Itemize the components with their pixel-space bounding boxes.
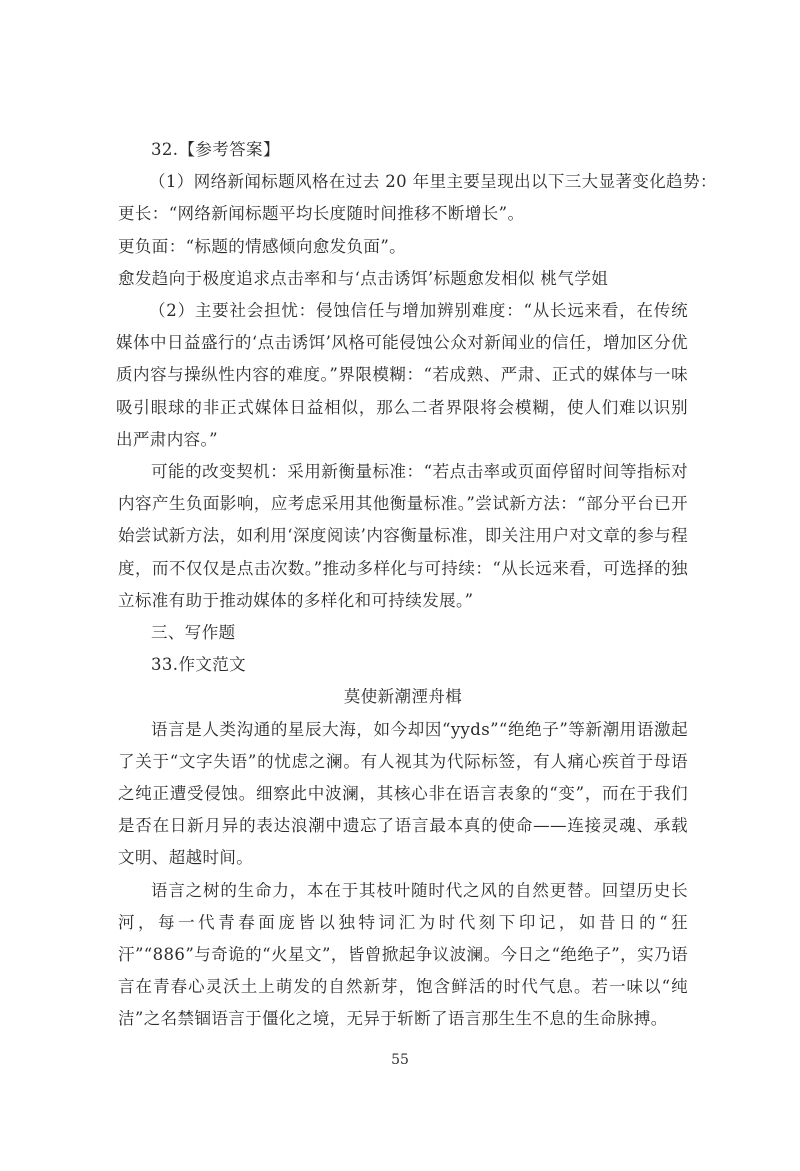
essay-paragraph-2: 语言之树的生命力，本在于其枝叶随时代之风的自然更替。回望历史长河，每一代青春面庞皆以独特词汇为时代刻下印记，如昔日的“狂汗”“886”与奇诡的“火星文”，皆曾掀起争议波澜。今日之“绝绝子”，实乃语言在青春心灵沃土上萌发的自然新芽，饱含鲜活的时代气息。若一味以“纯洁”之名禁锢语言于僵化之境，无异于斩断了语言那生生不息的生命脉搏。 xyxy=(118,880,688,1029)
q32-trend-clickbait: 愈发趋向于极度追求点击率和与‘点击诱饵’标题愈发相似 桃气学姐 xyxy=(118,268,609,288)
q32-trend-longer: 更长：“网络新闻标题平均长度随时间推移不断增长”。 xyxy=(118,204,525,224)
q32-heading: 32.【参考答案】 xyxy=(151,140,280,159)
q32-part2-concerns: （2）主要社会担忧：侵蚀信任与增加辨别难度：“从长远来看，在传统媒体中日益盛行的‘点击诱饵’风格可能侵蚀公众对新闻业的信任，增加区分优质内容与操纵性内容的难度。”界限模糊：“若成熟、严肃、正式的媒体与一味吸引眼球的非正式媒体日益相似，那么二者界限将会模糊，使人们难以识别出严肃内容。” xyxy=(116,301,688,449)
q32-trend-negative: 更负面：“标题的情感倾向愈发负面”。 xyxy=(118,236,407,256)
page-content xyxy=(116,134,717,1036)
page-number: 55 xyxy=(391,1052,409,1068)
q32-part1-intro: （1）网络新闻标题风格在过去 20 年里主要呈现出以下三大显著变化趋势： xyxy=(149,172,717,192)
essay-title: 莫使新潮湮舟楫 xyxy=(343,687,463,707)
essay-paragraph-1: 语言是人类沟通的星辰大海，如今却因“yyds”“绝绝子”等新潮用语激起了关于“文字失语”的忧虑之澜。有人视其为代际标签，有人痛心疾首于母语之纯正遭受侵蚀。细察此中波澜，其核心非在语言表象的“变”，而在于我们是否在日新月异的表达浪潮中遗忘了语言最本真的使命——连接灵魂、承载文明、超越时间。 xyxy=(118,719,688,868)
section-heading-writing: 三、写作题 xyxy=(151,623,236,643)
q32-part3-opportunities: 可能的改变契机：采用新衡量标准：“若点击率或页面停留时间等指标对内容产生负面影响，应考虑采用其他衡量标准。”尝试新方法：“部分平台已开始尝试新方法，如利用‘深度阅读’内容衡量标准，即关注用户对文章的参与程度，而不仅仅是点击次数。”推动多样化与可持续：“从长远来看，可选择的独立标准有助于推动媒体的多样化和可持续发展。” xyxy=(118,462,688,610)
q33-heading: 33.作文范文 xyxy=(151,655,247,675)
